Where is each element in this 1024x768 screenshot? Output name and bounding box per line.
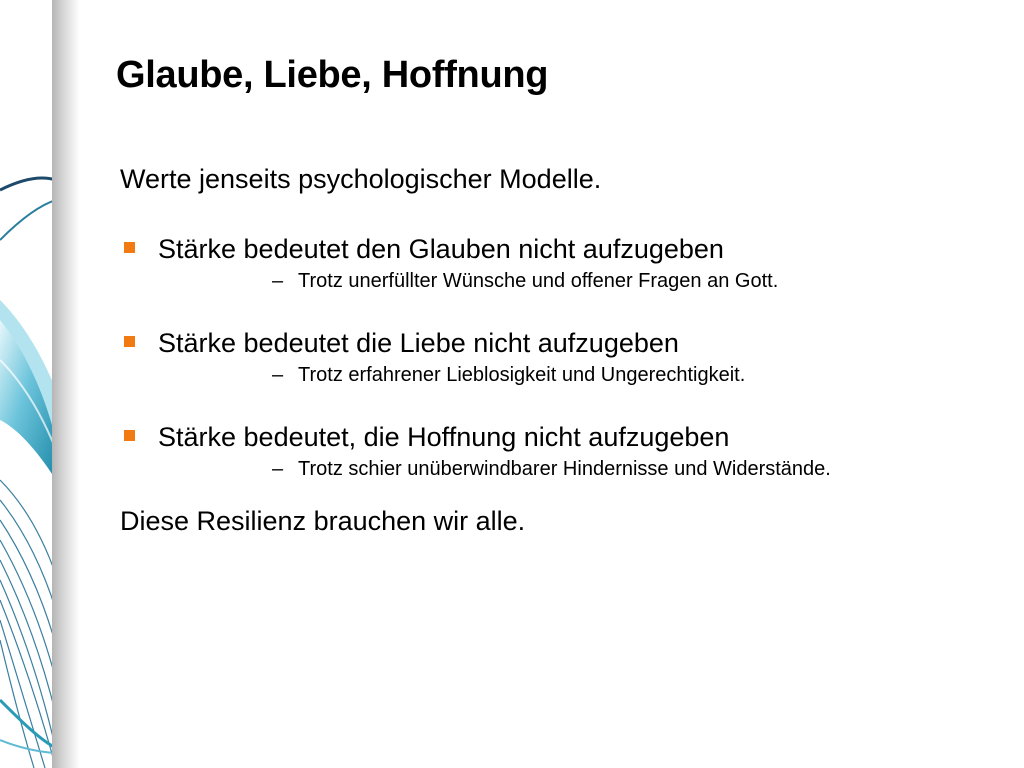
sidebar-gray-bar xyxy=(52,0,80,768)
bullet-text: Stärke bedeutet die Liebe nicht aufzugeben xyxy=(158,328,679,358)
sub-bullet-text: Trotz schier unüberwindbarer Hindernisse und Widerstände. xyxy=(298,458,831,480)
sub-bullet-row xyxy=(120,454,1000,484)
orange-square-bullet-icon xyxy=(124,242,135,253)
bullet-item xyxy=(120,324,1000,390)
sub-bullet-text: Trotz unerfüllter Wünsche und offener Fragen an Gott. xyxy=(298,270,779,292)
sub-bullet-text: Trotz erfahrener Lieblosigkeit und Ungerechtigkeit. xyxy=(298,364,746,386)
dash-icon: – xyxy=(272,270,284,292)
orange-square-bullet-icon xyxy=(124,430,135,441)
sub-bullet-row xyxy=(120,266,1000,296)
bullet-text: Stärke bedeutet den Glauben nicht aufzugeben xyxy=(158,234,724,264)
slide-title: Glaube, Liebe, Hoffnung xyxy=(116,54,549,96)
slide-content xyxy=(120,160,1000,540)
intro-text: Werte jenseits psychologischer Modelle. xyxy=(120,164,602,194)
bullet-item xyxy=(120,230,1000,296)
bullet-row xyxy=(120,418,1000,456)
dash-icon: – xyxy=(272,458,284,480)
orange-square-bullet-icon xyxy=(124,336,135,347)
dash-icon: – xyxy=(272,364,284,386)
bullet-row xyxy=(120,324,1000,362)
bullet-row xyxy=(120,230,1000,268)
decorative-wave-graphic xyxy=(0,0,56,768)
bullet-text: Stärke bedeutet, die Hoffnung nicht aufzugeben xyxy=(158,422,730,452)
bullet-item xyxy=(120,418,1000,484)
sub-bullet-row xyxy=(120,360,1000,390)
outro-text: Diese Resilienz brauchen wir alle. xyxy=(120,506,526,536)
